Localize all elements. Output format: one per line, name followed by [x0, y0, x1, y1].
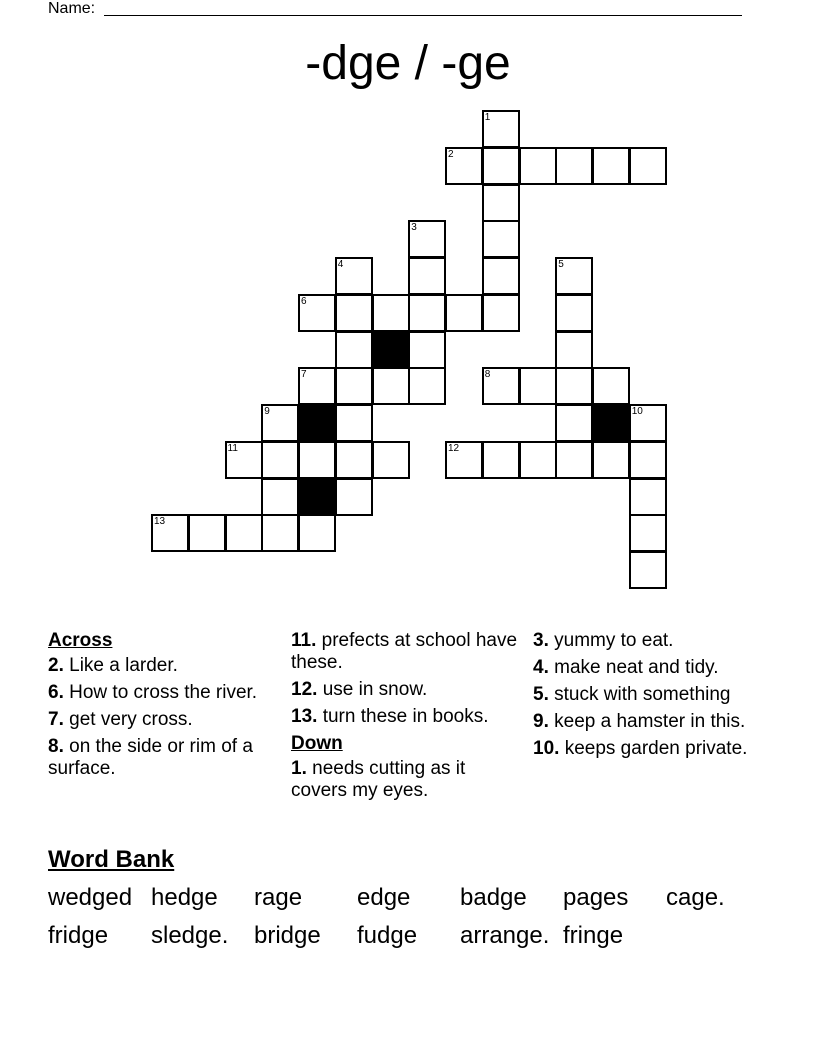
clue-down-10	[533, 738, 763, 760]
clue-text: on the side or rim of a surface.	[48, 736, 253, 779]
clue-number: 8.	[48, 736, 64, 757]
crossword-cell[interactable]	[408, 220, 446, 258]
clue-text: make neat and tidy.	[548, 657, 719, 678]
crossword-cell[interactable]	[225, 514, 263, 552]
crossword-cell[interactable]	[408, 257, 446, 295]
clue-text: use in snow.	[317, 679, 428, 700]
word-bank-word: badge	[460, 884, 527, 911]
clue-number-label: 3	[411, 222, 417, 234]
clue-number-label: 8	[484, 369, 491, 381]
clue-across-13	[291, 706, 521, 728]
crossword-cell[interactable]	[629, 551, 667, 589]
word-bank-word: fridge	[48, 922, 109, 949]
clue-number-label: 2	[448, 148, 454, 160]
crossword-cell[interactable]	[188, 514, 226, 552]
crossword-cell[interactable]	[482, 294, 520, 332]
clue-down-1	[291, 758, 521, 802]
crossword-cell[interactable]	[408, 294, 446, 332]
clue-text: keeps garden private.	[559, 738, 748, 759]
crossword-cell[interactable]	[482, 441, 520, 479]
crossword-cell[interactable]	[298, 367, 336, 405]
clue-text: stuck with something	[548, 684, 731, 705]
word-bank-word: fudge	[357, 922, 418, 949]
clue-number: 12.	[291, 679, 318, 700]
crossword-cell[interactable]	[372, 367, 410, 405]
clue-down-9	[533, 711, 763, 733]
crossword-cell[interactable]	[261, 478, 299, 516]
crossword-cell[interactable]	[261, 514, 299, 552]
clue-number: 2.	[48, 655, 64, 676]
crossword-cell[interactable]	[335, 478, 373, 516]
clue-number-label: 7	[301, 369, 307, 381]
crossword-cell[interactable]	[555, 367, 593, 405]
crossword-cell[interactable]	[519, 441, 557, 479]
clue-number-label: 13	[154, 516, 166, 528]
clue-number: 6.	[48, 682, 64, 703]
clues-column-3	[533, 630, 763, 765]
crossword-cell[interactable]	[629, 514, 667, 552]
clue-across-7	[48, 709, 278, 731]
crossword-cell[interactable]	[261, 404, 299, 442]
crossword-cell[interactable]	[482, 184, 520, 222]
clue-number: 1.	[291, 758, 307, 779]
word-bank-word: sledge.	[151, 922, 229, 949]
clue-number-label: 5	[558, 259, 564, 270]
crossword-cell[interactable]	[335, 404, 373, 442]
crossword-cell[interactable]	[445, 147, 483, 185]
crossword-cell[interactable]	[298, 514, 336, 552]
clues-column-1	[48, 630, 278, 785]
clue-text: turn these in books.	[317, 706, 489, 727]
clue-across-2	[48, 655, 278, 677]
clue-number: 13.	[291, 706, 318, 727]
clue-number-label: 11	[227, 442, 238, 454]
crossword-cell[interactable]	[372, 441, 410, 479]
clue-across-6	[48, 682, 278, 704]
crossword-cell[interactable]	[335, 257, 373, 295]
clue-number: 3.	[533, 630, 549, 651]
crossword-cell[interactable]	[298, 294, 336, 332]
crossword-cell[interactable]	[408, 331, 446, 369]
crossword-cell[interactable]	[555, 404, 593, 442]
clue-number-label: 1	[484, 112, 491, 123]
clue-number: 11.	[291, 630, 317, 651]
crossword-cell[interactable]	[629, 441, 667, 479]
clue-number: 10.	[533, 738, 560, 759]
crossword-cell[interactable]	[519, 367, 557, 405]
clue-text: yummy to eat.	[548, 630, 674, 651]
crossword-cell[interactable]	[482, 367, 520, 405]
crossword-block	[372, 331, 410, 369]
clue-text: keep a hamster in this.	[548, 711, 746, 732]
clue-number: 9.	[533, 711, 549, 732]
crossword-cell[interactable]	[482, 147, 520, 185]
crossword-cell[interactable]	[482, 257, 520, 295]
crossword-cell[interactable]	[482, 110, 520, 148]
crossword-cell[interactable]	[592, 147, 630, 185]
crossword-cell[interactable]	[555, 441, 593, 479]
crossword-cell[interactable]	[298, 441, 336, 479]
clue-across-12	[291, 679, 521, 701]
crossword-cell[interactable]	[225, 441, 263, 479]
crossword-cell[interactable]	[482, 220, 520, 258]
crossword-cell[interactable]	[592, 367, 630, 405]
clue-text: needs cutting as it covers my eyes.	[291, 758, 466, 801]
word-bank-word: edge	[357, 884, 411, 911]
crossword-cell[interactable]	[555, 331, 593, 369]
clue-down-3	[533, 630, 763, 652]
crossword-cell[interactable]	[445, 441, 483, 479]
clues-column-2	[291, 630, 521, 807]
crossword-cell[interactable]	[335, 331, 373, 369]
clue-text: get very cross.	[63, 709, 193, 730]
crossword-cell[interactable]	[408, 367, 446, 405]
clue-number: 5.	[533, 684, 549, 705]
clue-down-5	[533, 684, 763, 706]
clue-text: How to cross the river.	[63, 682, 258, 703]
across-heading: Across	[48, 630, 113, 651]
clue-number-label: 6	[301, 295, 307, 307]
crossword-cell[interactable]	[335, 441, 373, 479]
crossword-cell[interactable]	[372, 294, 410, 332]
crossword-block	[298, 478, 336, 516]
crossword-cell[interactable]	[445, 294, 483, 332]
crossword-cell[interactable]	[335, 367, 373, 405]
crossword-cell[interactable]	[629, 147, 667, 185]
word-bank-word: wedged	[48, 884, 133, 911]
crossword-block	[298, 404, 336, 442]
name-label: Name:	[48, 0, 96, 17]
crossword-cell[interactable]	[555, 147, 593, 185]
crossword-cell[interactable]	[151, 514, 189, 552]
clue-across-8	[48, 736, 278, 780]
clue-text: Like a larder.	[63, 655, 178, 676]
clue-number: 4.	[533, 657, 549, 678]
clue-number-label: 4	[337, 259, 344, 270]
crossword-cell[interactable]	[555, 294, 593, 332]
crossword-cell[interactable]	[592, 441, 630, 479]
clue-down-4	[533, 657, 763, 679]
crossword-cell[interactable]	[555, 257, 593, 295]
down-heading: Down	[291, 733, 343, 754]
clue-number-label: 10	[631, 406, 643, 417]
word-bank-word: arrange.	[460, 922, 550, 949]
clue-text: prefects at school have these.	[291, 630, 518, 673]
clue-number-label: 9	[264, 406, 270, 417]
word-bank-word: bridge	[254, 922, 321, 949]
clue-across-11	[291, 630, 521, 674]
crossword-cell[interactable]	[519, 147, 557, 185]
word-bank-word: fringe	[563, 922, 624, 949]
crossword-block	[592, 404, 630, 442]
word-bank-title: Word Bank	[48, 846, 175, 873]
word-bank-word: rage	[254, 884, 303, 911]
clue-number-label: 12	[448, 442, 460, 454]
crossword-cell[interactable]	[335, 294, 373, 332]
page-title: -dge / -ge	[305, 37, 511, 90]
word-bank-word: cage.	[666, 884, 725, 911]
crossword-cell[interactable]	[261, 441, 299, 479]
word-bank-word: hedge	[151, 884, 218, 911]
clue-number: 7.	[48, 709, 64, 730]
crossword-cell[interactable]	[629, 404, 667, 442]
word-bank-word: pages	[563, 884, 629, 911]
crossword-cell[interactable]	[629, 478, 667, 516]
